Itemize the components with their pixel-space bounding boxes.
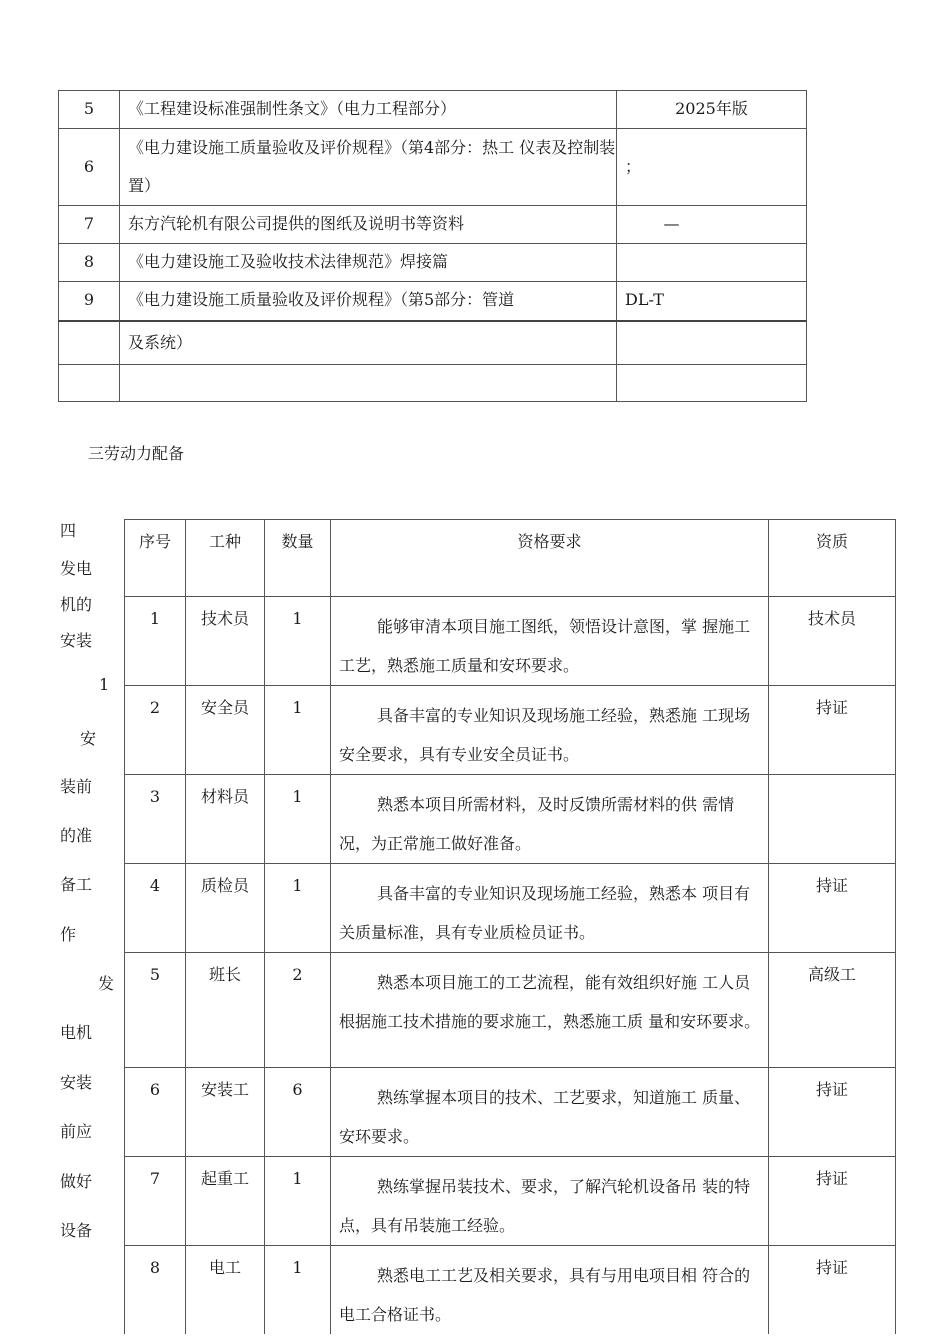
row-qty: 1 bbox=[265, 597, 331, 686]
side-text: 电机 bbox=[60, 1023, 93, 1042]
row-certification: 持证 bbox=[769, 1157, 896, 1246]
labor-allocation-table bbox=[124, 519, 896, 1334]
row-requirement bbox=[331, 953, 769, 1068]
table-row bbox=[59, 129, 807, 206]
ref-title: 《工程建设标准强制性条文》（电力工程部分） bbox=[120, 91, 617, 129]
table-row bbox=[59, 282, 807, 321]
row-trade: 技术员 bbox=[186, 597, 265, 686]
ref-title bbox=[120, 364, 617, 401]
row-requirement bbox=[331, 597, 769, 686]
table-row bbox=[125, 864, 896, 953]
row-requirement bbox=[331, 686, 769, 775]
side-text: 安 bbox=[80, 729, 97, 748]
row-certification bbox=[769, 775, 896, 864]
row-no: 2 bbox=[125, 686, 186, 775]
side-text: 备工 bbox=[60, 875, 93, 894]
side-text: 装前 bbox=[60, 777, 93, 796]
row-certification: 持证 bbox=[769, 686, 896, 775]
row-trade: 材料员 bbox=[186, 775, 265, 864]
row-trade: 质检员 bbox=[186, 864, 265, 953]
header-qty: 数量 bbox=[265, 520, 331, 597]
ref-version: 2025年版 bbox=[617, 91, 807, 129]
table-row bbox=[59, 206, 807, 244]
row-no: 1 bbox=[125, 597, 186, 686]
requirement-text: 具备丰富的专业知识及现场施工经验，熟悉施 工现场安全要求，具有专业安全员证书。 bbox=[339, 706, 751, 764]
ref-number bbox=[59, 364, 120, 401]
requirement-text: 具备丰富的专业知识及现场施工经验，熟悉本 项目有关质量标准，具有专业质检员证书。 bbox=[339, 884, 751, 942]
row-qty: 1 bbox=[265, 1157, 331, 1246]
ref-title: 及系统） bbox=[120, 321, 617, 365]
ref-title: 东方汽轮机有限公司提供的图纸及说明书等资料 bbox=[120, 206, 617, 244]
row-requirement bbox=[331, 864, 769, 953]
header-no: 序号 bbox=[125, 520, 186, 597]
row-no: 5 bbox=[125, 953, 186, 1068]
table-row bbox=[59, 364, 807, 401]
row-trade: 安全员 bbox=[186, 686, 265, 775]
ref-number: 9 bbox=[59, 282, 120, 321]
row-certification: 持证 bbox=[769, 1068, 896, 1157]
requirement-text: 熟练掌握吊装技术、要求，了解汽轮机设备吊 装的特点，具有吊装施工经验。 bbox=[339, 1177, 751, 1235]
side-text: 做好 bbox=[60, 1172, 93, 1191]
row-qty: 6 bbox=[265, 1068, 331, 1157]
ref-title: 《电力建设施工质量验收及评价规程》（第5部分：管道 bbox=[120, 282, 617, 321]
ref-version bbox=[617, 244, 807, 282]
row-qty: 1 bbox=[265, 864, 331, 953]
ref-number bbox=[59, 321, 120, 365]
table-row bbox=[59, 321, 807, 365]
ref-version bbox=[617, 364, 807, 401]
ref-number: 8 bbox=[59, 244, 120, 282]
side-text: 安装 bbox=[60, 631, 93, 650]
requirement-text: 能够审清本项目施工图纸，领悟设计意图，掌 握施工工艺，熟悉施工质量和安环要求。 bbox=[339, 617, 751, 675]
ref-number: 6 bbox=[59, 129, 120, 206]
requirement-text: 熟练掌握本项目的技术、工艺要求，知道施工 质量、安环要求。 bbox=[339, 1088, 751, 1146]
row-trade: 安装工 bbox=[186, 1068, 265, 1157]
table-row bbox=[125, 1246, 896, 1335]
row-requirement bbox=[331, 775, 769, 864]
table-row bbox=[59, 91, 807, 129]
row-requirement bbox=[331, 1068, 769, 1157]
table-row bbox=[125, 1068, 896, 1157]
header-certification: 资质 bbox=[769, 520, 896, 597]
row-trade: 电工 bbox=[186, 1246, 265, 1335]
requirement-text: 熟悉本项目施工的工艺流程，能有效组织好施 工人员根据施工技术措施的要求施工，熟悉施工质 量和安环要求。 bbox=[339, 973, 761, 1031]
side-text: 发 bbox=[98, 974, 115, 993]
row-qty: 2 bbox=[265, 953, 331, 1068]
row-certification: 高级工 bbox=[769, 953, 896, 1068]
table-header-row bbox=[125, 520, 896, 597]
header-trade: 工种 bbox=[186, 520, 265, 597]
side-text: 设备 bbox=[60, 1221, 93, 1240]
row-trade: 起重工 bbox=[186, 1157, 265, 1246]
row-trade: 班长 bbox=[186, 953, 265, 1068]
row-requirement bbox=[331, 1246, 769, 1335]
ref-version bbox=[617, 321, 807, 365]
ref-title: 《电力建设施工质量验收及评价规程》（第4部分：热工 仪表及控制装置） bbox=[120, 129, 617, 206]
row-no: 8 bbox=[125, 1246, 186, 1335]
section-heading-labor: 三劳动力配备 bbox=[88, 444, 185, 463]
row-no: 4 bbox=[125, 864, 186, 953]
side-text: 前应 bbox=[60, 1122, 93, 1141]
ref-number: 5 bbox=[59, 91, 120, 129]
requirement-text: 熟悉本项目所需材料，及时反馈所需材料的供 需情况，为正常施工做好准备。 bbox=[339, 795, 735, 853]
row-requirement bbox=[331, 1157, 769, 1246]
row-no: 3 bbox=[125, 775, 186, 864]
row-qty: 1 bbox=[265, 686, 331, 775]
row-qty: 1 bbox=[265, 775, 331, 864]
row-no: 7 bbox=[125, 1157, 186, 1246]
requirement-text: 熟悉电工工艺及相关要求，具有与用电项目相 符合的电工合格证书。 bbox=[339, 1266, 751, 1324]
ref-title: 《电力建设施工及验收技术法律规范》焊接篇 bbox=[120, 244, 617, 282]
row-certification: 持证 bbox=[769, 1246, 896, 1335]
table-row bbox=[125, 953, 896, 1068]
table-row bbox=[125, 1157, 896, 1246]
ref-number: 7 bbox=[59, 206, 120, 244]
side-text: 安装 bbox=[60, 1073, 93, 1092]
ref-version: ； bbox=[617, 129, 807, 206]
table-row bbox=[125, 686, 896, 775]
reference-standards-table bbox=[58, 90, 807, 402]
side-text: 机的 bbox=[60, 595, 93, 614]
row-certification: 持证 bbox=[769, 864, 896, 953]
row-no: 6 bbox=[125, 1068, 186, 1157]
header-requirement: 资格要求 bbox=[331, 520, 769, 597]
ref-version: — bbox=[617, 206, 807, 244]
side-text: 发电 bbox=[60, 559, 93, 578]
table-row bbox=[125, 597, 896, 686]
table-row bbox=[59, 244, 807, 282]
side-text: 的准 bbox=[60, 826, 93, 845]
side-text: 四 bbox=[60, 521, 77, 540]
side-text: 1 bbox=[99, 675, 110, 694]
ref-version: DL-T bbox=[617, 282, 807, 321]
table-row bbox=[125, 775, 896, 864]
side-text: 作 bbox=[60, 925, 77, 944]
row-qty: 1 bbox=[265, 1246, 331, 1335]
row-certification: 技术员 bbox=[769, 597, 896, 686]
